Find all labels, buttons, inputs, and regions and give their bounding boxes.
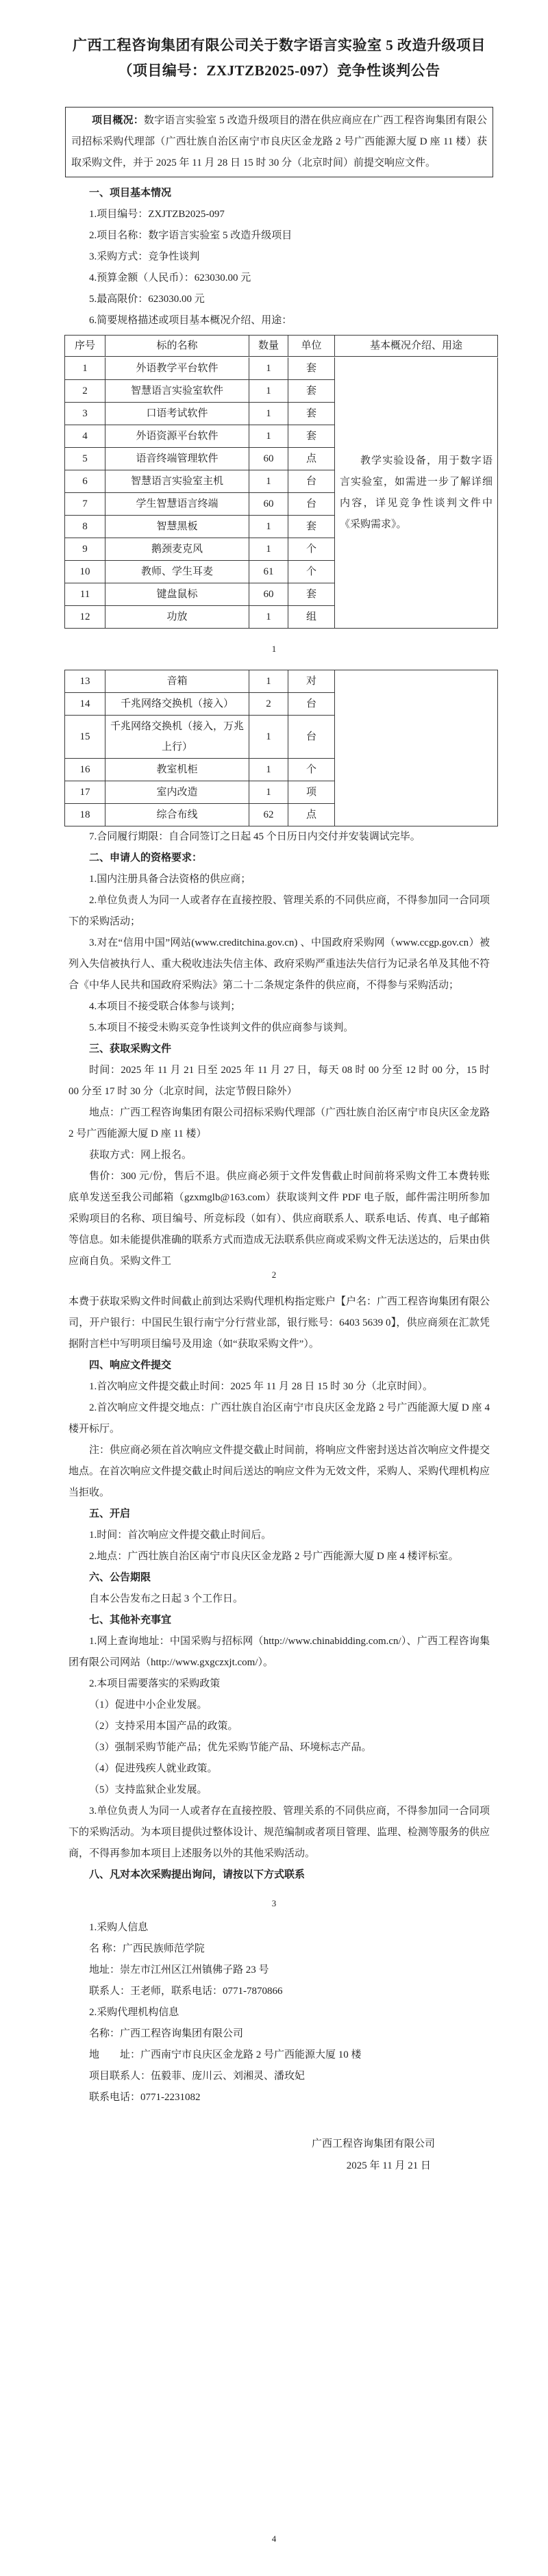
table-cell-no: 5 [65,448,105,470]
table-cell-unit: 套 [288,357,335,380]
table-header-no: 序号 [65,336,105,357]
table-summary-note: 教学实验设备，用于数字语言实验室，如需进一步了解详细内容，详见竞争性谈判文件中《采购需求》。 [340,455,493,530]
paragraph: （2）支持采用本国产品的政策。 [89,1721,238,1732]
table-cell-unit: 套 [288,583,335,606]
table-cell-no: 13 [65,670,105,693]
project-overview-text [71,110,487,174]
paragraph: 1.网上查询地址：中国采购与招标网（http://www.chinabidding.com.cn/）、广西工程咨询集团有限公司网站（http://www.gxgczxjt.com/）。 [68,1636,490,1668]
paragraph: 四、响应文件提交 [89,1360,172,1371]
page-number-4: 4 [271,2534,277,2544]
table-cell-no: 12 [65,606,105,629]
table-cell-name: 语音终端管理软件 [105,448,249,470]
page-4 [0,1910,548,2576]
table-cell-unit: 点 [288,448,335,470]
table-cell-qty: 61 [249,561,288,583]
paragraph: （5）支持监狱企业发展。 [89,1784,208,1795]
table-cell-unit: 组 [288,606,335,629]
signature-block [68,2133,490,2177]
items-table-page1 [64,335,498,629]
paragraph: 2.采购代理机构信息 [89,2007,179,2018]
table-summary-cell [335,357,498,629]
paragraph: 注：供应商必须在首次响应文件提交截止时间前，将响应文件密封送达首次响应文件提交地点。在首次响应文件提交截止时间后送达的响应文件为无效文件，采购人、采购代理机构应当拒收。 [68,1445,490,1498]
table-cell-unit: 项 [288,781,335,804]
paragraph: 1.采购人信息 [89,1922,149,1933]
table-cell-unit: 个 [288,561,335,583]
paragraph: 五、开启 [89,1508,131,1519]
paragraph: 地点：广西工程咨询集团有限公司招标采购代理部（广西壮族自治区南宁市良庆区金龙路 2 号广西能源大厦 D 座 11 楼） [68,1107,490,1139]
table-cell-no: 15 [65,716,105,759]
table-cell-name: 外语资源平台软件 [105,425,249,448]
table-cell-qty: 1 [249,538,288,561]
table-cell-qty: 1 [249,606,288,629]
paragraph: 2.本项目需要落实的采购政策 [89,1678,221,1689]
table-cell-name: 口语考试软件 [105,403,249,425]
paragraph: 时间：2025 年 11 月 21 日至 2025 年 11 月 27 日，每天 08 时 00 分至 12 时 00 分，15 时 00 分至 17 时 30 分（北京时间，法定节假日除外） [68,1065,490,1097]
paragraph: 1.时间：首次响应文件提交截止时间后。 [89,1530,272,1541]
signature-company: 广西工程咨询集团有限公司 [311,2138,435,2149]
table-cell-name: 鹅颈麦克风 [105,538,249,561]
table-cell-qty: 1 [249,403,288,425]
table-cell-name: 智慧黑板 [105,516,249,538]
signature-date: 2025 年 11 月 21 日 [346,2160,431,2171]
table-cell-qty: 1 [249,425,288,448]
paragraph: 三、获取采购文件 [89,1044,172,1055]
table-cell-qty: 2 [249,693,288,716]
table-cell-name: 学生智慧语言终端 [105,493,249,516]
table-cell-name: 千兆网络交换机（接入） [105,693,249,716]
paragraph: （1）促进中小企业发展。 [89,1700,208,1710]
table-cell-no: 18 [65,804,105,826]
paragraph: 4.本项目不接受联合体参与谈判； [89,1001,241,1012]
table-cell-name: 键盘鼠标 [105,583,249,606]
table-cell-no: 2 [65,380,105,403]
paragraph: （3）强制采购节能产品；优先采购节能产品、环境标志产品。 [89,1742,372,1753]
table-cell-qty: 60 [249,493,288,516]
paragraph: 本费于获取采购文件时间截止前到达采购代理机构指定账户【户名：广西工程咨询集团有限公司，开户银行：中国民生银行南宁分行营业部，银行账号：6403 5639 0】，供应商须在汇款凭据附言栏中写明项目编号及用途（如“获取采购文件”）。 [68,1296,490,1350]
page-number-1: 1 [271,644,277,654]
table-cell-no: 3 [65,403,105,425]
paragraph: 1.国内注册具备合法资格的供应商； [89,874,251,885]
paragraph: 2.单位负责人为同一人或者存在直接控股、管理关系的不同供应商，不得参加同一合同项下的采购活动； [68,895,490,927]
table-cell-unit: 对 [288,670,335,693]
table-header-name: 标的名称 [105,336,249,357]
table-cell-qty: 1 [249,716,288,759]
table-summary-cell-cont [335,670,498,826]
paragraph: 1.首次响应文件提交截止时间：2025 年 11 月 28 日 15 时 30 分（北京时间）。 [89,1381,433,1392]
paragraph: 7.合同履行期限：自合同签订之日起 45 个日历日内交付并安装调试完毕。 [89,831,421,842]
table-cell-unit: 套 [288,380,335,403]
table-cell-qty: 1 [249,357,288,380]
table-cell-name: 音箱 [105,670,249,693]
paragraph: 地址：崇左市江州区江州镇佛子路 23 号 [89,1965,269,1975]
document-title-line-1: 广西工程咨询集团有限公司关于数字语言实验室 5 改造升级项目 [73,37,486,53]
table-cell-unit: 点 [288,804,335,826]
table-cell-no: 9 [65,538,105,561]
table-cell-unit: 套 [288,516,335,538]
paragraph: 2.首次响应文件提交地点：广西壮族自治区南宁市良庆区金龙路 2 号广西能源大厦 D 座 4 楼开标厅。 [68,1402,490,1435]
table-cell-name: 功放 [105,606,249,629]
page-3 [0,1282,548,1910]
table-cell-qty: 1 [249,781,288,804]
paragraph: 1.项目编号：ZXJTZB2025-097 [89,209,225,220]
table-cell-unit: 个 [288,759,335,781]
document-title-line-2: （项目编号：ZXJTZB2025-097）竞争性谈判公告 [118,62,440,79]
table-cell-no: 16 [65,759,105,781]
paragraph: 5.本项目不接受未购买竞争性谈判文件的供应商参与谈判。 [89,1022,354,1033]
table-cell-qty: 60 [249,583,288,606]
table-cell-unit: 套 [288,403,335,425]
paragraph: 地 址：广西南宁市良庆区金龙路 2 号广西能源大厦 10 楼 [89,2049,362,2060]
table-header-unit: 单位 [288,336,335,357]
table-header-summary: 基本概况介绍、用途 [335,336,498,357]
paragraph: 2.地点：广西壮族自治区南宁市良庆区金龙路 2 号广西能源大厦 D 座 4 楼评标室。 [89,1551,459,1562]
paragraph: 八、凡对本次采购提出询问，请按以下方式联系 [89,1869,306,1880]
table-cell-name: 室内改造 [105,781,249,804]
paragraph: 一、项目基本情况 [89,188,172,199]
table-cell-name: 综合布线 [105,804,249,826]
paragraph: 3.对在“信用中国”网站(www.creditchina.gov.cn) 、中国政府采购网（www.ccgp.gov.cn）被列入失信被执行人、重大税收违法失信主体、政府采购严重违法失信行为记录名单及其他不符合《中华人民共和国政府采购法》第二十二条规定条件的供应商，不得参与采购活动； [68,937,490,991]
page-1 [0,0,548,656]
table-cell-qty: 1 [249,516,288,538]
table-cell-no: 1 [65,357,105,380]
project-overview-box [65,107,493,177]
paragraph: 六、公告期限 [89,1572,151,1583]
table-cell-name: 外语教学平台软件 [105,357,249,380]
table-cell-no: 11 [65,583,105,606]
table-cell-name: 教室机柜 [105,759,249,781]
paragraph: 2.项目名称：数字语言实验室 5 改造升级项目 [89,230,292,241]
paragraph: 项目联系人：伍毅菲、庞川云、刘湘灵、潘玫妃 [89,2071,306,2082]
page-number-2: 2 [271,1270,277,1280]
table-cell-unit: 套 [288,425,335,448]
table-cell-name: 智慧语言实验室主机 [105,470,249,493]
table-cell-no: 8 [65,516,105,538]
project-overview-label: 项目概况： [92,115,144,126]
table-cell-unit: 台 [288,693,335,716]
table-cell-unit: 个 [288,538,335,561]
table-cell-name: 千兆网络交换机（接入，万兆上行） [105,716,249,759]
table-cell-unit: 台 [288,493,335,516]
paragraph: 3.单位负责人为同一人或者存在直接控股、管理关系的不同供应商，不得参加同一合同项下的采购活动。为本项目提供过整体设计、规范编制或者项目管理、监理、检测等服务的供应商，不得再参加本项目上述服务以外的其他采购活动。 [68,1806,490,1859]
document-title [62,33,497,84]
page-number-3: 3 [271,1898,277,1908]
paragraph: 3.采购方式：竞争性谈判 [89,251,200,262]
table-cell-no: 4 [65,425,105,448]
table-cell-qty: 1 [249,759,288,781]
table-cell-no: 6 [65,470,105,493]
paragraph: 5.最高限价：623030.00 元 [89,294,205,305]
paragraph: （4）促进残疾人就业政策。 [89,1763,218,1774]
paragraph: 获取方式：网上报名。 [89,1150,192,1161]
table-cell-no: 14 [65,693,105,716]
table-cell-qty: 60 [249,448,288,470]
table-cell-qty: 1 [249,670,288,693]
paragraph: 名称：广西工程咨询集团有限公司 [89,2028,244,2039]
paragraph: 6.简要规格描述或项目基本概况介绍、用途： [89,315,292,326]
table-header-qty: 数量 [249,336,288,357]
project-overview-body: 数字语言实验室 5 改造升级项目的潜在供应商应在广西工程咨询集团有限公司招标采购代理部（广西壮族自治区南宁市良庆区金龙路 2 号广西能源大厦 D 座 11 楼）获取采购文件，并于 2025 年 11 月 28 日 15 时 30 分（北京时间）前提交响应文件。 [71,115,487,168]
table-cell-no: 17 [65,781,105,804]
table-cell-qty: 62 [249,804,288,826]
table-cell-no: 7 [65,493,105,516]
paragraph: 联系电话：0771-2231082 [89,2092,201,2103]
paragraph: 二、申请人的资格要求： [89,853,203,863]
paragraph: 自本公告发布之日起 3 个工作日。 [89,1593,244,1604]
table-cell-unit: 台 [288,716,335,759]
paragraph: 联系人：王老师，联系电话：0771-7870866 [89,1986,283,1997]
table-cell-name: 智慧语言实验室软件 [105,380,249,403]
table-cell-qty: 1 [249,470,288,493]
table-cell-unit: 台 [288,470,335,493]
table-cell-no: 10 [65,561,105,583]
table-cell-qty: 1 [249,380,288,403]
items-table-page2 [64,670,498,826]
table-cell-name: 教师、学生耳麦 [105,561,249,583]
paragraph: 售价：300 元/份，售后不退。供应商必须于文件发售截止时间前将采购文件工本费转账底单发送至我公司邮箱（gzxmglb@163.com）获取谈判文件 PDF 电子版，邮件需注明所参加采购项目的名称、项目编号、所竞标段（如有）、供应商联系人、联系电话、传真、电子邮箱等信息。如未能提供准确的联系方式而造成无法联系供应商或采购文件无法送达的，后果由供应商自负。采购文件工 [68,1171,490,1267]
paragraph: 七、其他补充事宜 [89,1615,172,1626]
page-2 [0,656,548,1282]
paragraph: 4.预算金额（人民币）：623030.00 元 [89,273,251,283]
paragraph: 名 称：广西民族师范学院 [89,1943,205,1954]
